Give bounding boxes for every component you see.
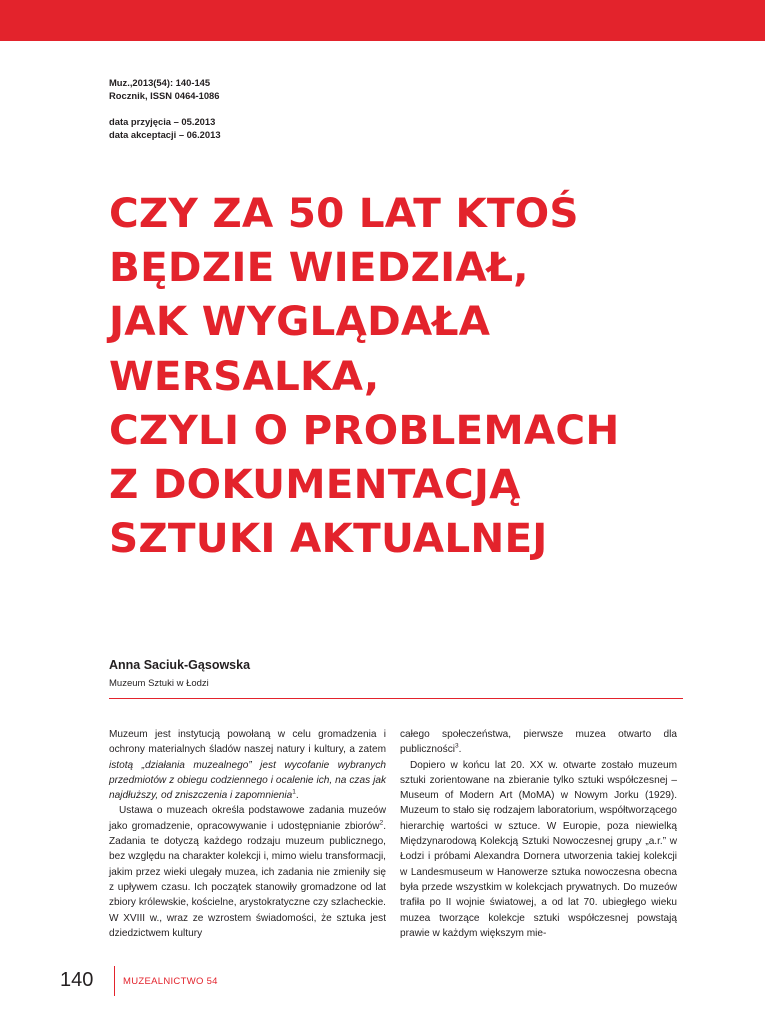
section-divider <box>109 698 683 699</box>
title-line: WERSALKA, <box>109 351 380 400</box>
title-line: Z DOKUMENTACJĄ <box>109 460 521 509</box>
author-name: Anna Saciuk-Gąsowska <box>109 658 251 672</box>
paragraph <box>109 727 386 803</box>
paragraph-text: Ustawa o muzeach określa podstawowe zadania muzeów jako gromadzenie, opracowywanie i udostępnianie zbiorów <box>109 805 386 832</box>
title-line: BĘDZIE WIEDZIAŁ, <box>109 243 529 292</box>
article-title <box>109 186 729 565</box>
title-line: CZYLI O PROBLEMACH <box>109 405 620 454</box>
paragraph-text: Muzeum jest instytucją powołaną w celu gromadzenia i ochrony materialnych śladów naszej natury i kultury, a zatem <box>109 729 386 756</box>
dates-block <box>109 115 221 141</box>
title-line: CZY ZA 50 LAT KTOŚ <box>109 189 579 237</box>
italic-quote: istotą „działania muzealnego” jest wycofanie wybranych przedmiotów z obiegu codziennego i ocalenie ich, na czas jak najdłuższy, od zniszczenia i zapomnienia <box>109 759 386 802</box>
paragraph-text: . <box>295 790 299 802</box>
received-date: data przyjęcia – 05.2013 <box>109 116 216 127</box>
author-affiliation: Muzeum Sztuki w Łodzi <box>109 678 209 689</box>
body-column-right <box>400 727 677 941</box>
title-line: SZTUKI AKTUALNEJ <box>109 514 548 563</box>
paragraph-text: . Zadania te dotyczą każdego rodzaju muzeum publicznego, bez względu na charakter kolekcji i, mimo wielu transformacji, jakim przez wieki ulegały muzea, ich zadania nie zmieniły się z upływem czasu. Ich początek stanowiły gromadzone od lat zbiory królewskie, kościelne, arystokratyczne czy szlacheckie. W XVIII w., wraz ze wzrostem świadomości, że sztuka jest dziedzictwem kultury <box>109 820 386 939</box>
title-line: JAK WYGLĄDAŁA <box>109 297 491 346</box>
page-number: 140 <box>60 969 94 991</box>
journal-name: MUZEALNICTWO 54 <box>123 976 218 987</box>
paragraph: Dopiero w końcu lat 20. XX w. otwarte zostało muzeum sztuki zorientowane na zbieranie tylko sztuki współczesnej – Museum of Modern Art (MoMA) w Nowym Jorku (1929). Muzeum to stało się rodzajem laboratorium, współtworzącego hierarchię wartości w sztuce. W Europie, poza niewielką Międzynarodową Kolekcją Sztuki Nowoczesnej grupy „a.r.” w Łodzi i próbami Alexandra Dornera utworzenia takiej kolekcji w Landesmuseum w Hanowerze sztuka nowoczesna obecna była przede wszystkim w kolekcjach prywatnych. Do muzeów trafiła po II wojnie światowej, a od lat 70. ubiegłego wieku muzea tworzące kolekcje sztuki współczesnej powstają prawie w każdym większym mie- <box>400 759 677 939</box>
issn-line: Rocznik, ISSN 0464-1086 <box>109 90 220 101</box>
footnote-ref: 1 <box>292 788 296 796</box>
paragraph <box>109 803 386 941</box>
citation-block <box>109 76 219 102</box>
citation-line: Muz.,2013(54): 140-145 <box>109 77 211 88</box>
paragraph-text: całego społeczeństwa, pierwsze muzea otwarto dla publiczności <box>400 729 677 756</box>
paragraph-text: . <box>458 744 462 756</box>
accepted-date: data akceptacji – 06.2013 <box>109 129 221 140</box>
top-color-band <box>0 0 765 41</box>
footnote-ref: 2 <box>379 819 384 827</box>
body-column-left <box>109 727 386 941</box>
paragraph <box>400 727 677 758</box>
footnote-ref: 3 <box>454 742 459 750</box>
footer-divider <box>114 966 115 996</box>
